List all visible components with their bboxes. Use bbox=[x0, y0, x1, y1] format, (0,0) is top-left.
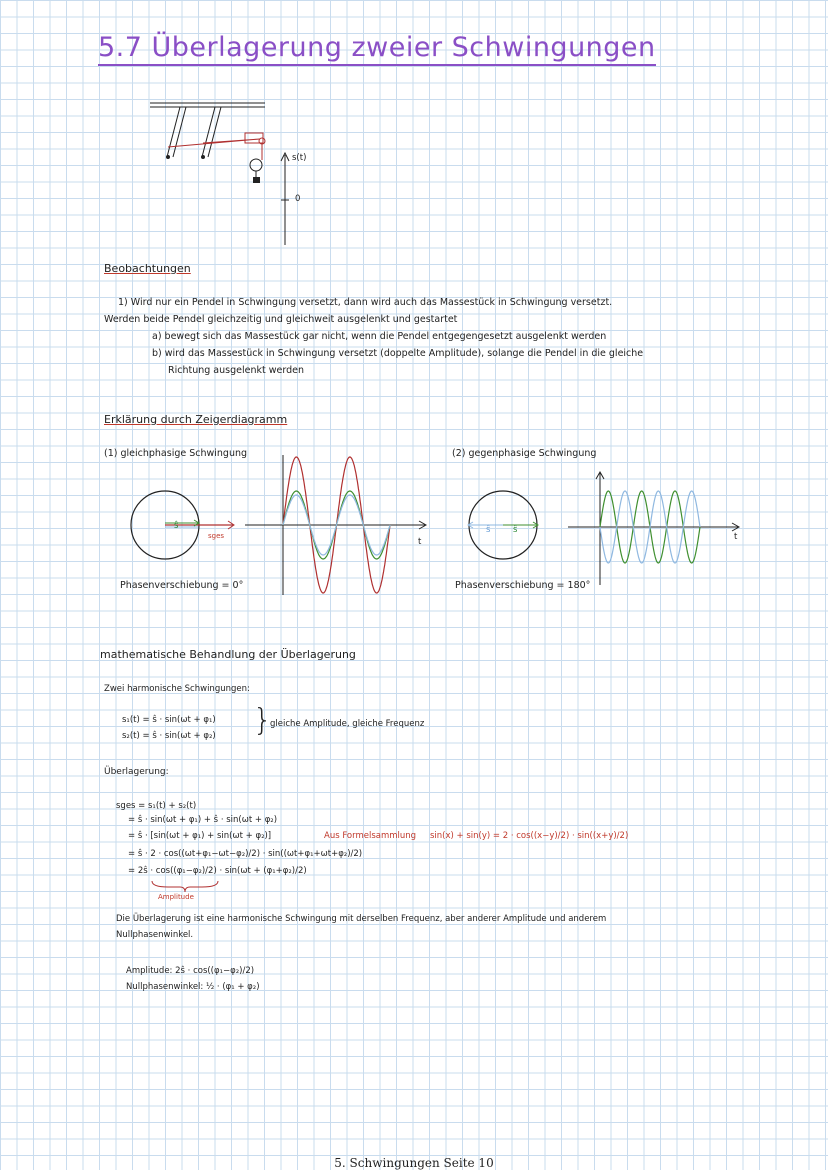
in-phase-phasor-diagram bbox=[128, 490, 243, 565]
observation-line-1: 1) Wird nur ein Pendel in Schwingung versetzt, dann wird auch das Massestück in Schwingung versetzt. bbox=[118, 297, 613, 308]
t-axis-label-left: t bbox=[418, 537, 422, 547]
sges-label: sges bbox=[208, 532, 225, 540]
phasor-amplitude-label: ŝ bbox=[174, 521, 179, 531]
s-of-t-label: s(t) bbox=[292, 153, 307, 163]
brace-note: gleiche Amplitude, gleiche Frequenz bbox=[270, 719, 425, 729]
observation-line-2: Werden beide Pendel gleichzeitig und gleichweit ausgelenkt und gestartet bbox=[104, 314, 458, 325]
formula: sin(x) + sin(y) = 2 · cos((x−y)/2) · sin((x+y)/2) bbox=[430, 831, 629, 841]
page-title: 5.7 Überlagerung zweier Schwingungen bbox=[98, 32, 656, 66]
step-1: sges = s₁(t) + s₂(t) bbox=[116, 801, 197, 811]
math-intro: Zwei harmonische Schwingungen: bbox=[104, 684, 250, 694]
equation-s1: s₁(t) = ŝ · sin(ωt + φ₁) bbox=[122, 715, 216, 725]
zero-label: 0 bbox=[295, 194, 301, 204]
page-footer: 5. Schwingungen Seite 10 bbox=[334, 1156, 494, 1170]
phase-result: Nullphasenwinkel: ½ · (φ₁ + φ₂) bbox=[126, 982, 260, 992]
amplitude-note: Amplitude bbox=[158, 893, 194, 901]
in-phase-label: (1) gleichphasige Schwingung bbox=[104, 448, 248, 459]
superposition-label: Überlagerung: bbox=[104, 767, 169, 777]
step-5: = 2ŝ · cos((φ₁−φ₂)/2) · sin(ωt + (φ₁+φ₂)/2) bbox=[128, 866, 307, 876]
anti-phase-phasor-diagram bbox=[465, 490, 550, 565]
step-2: = ŝ · sin(ωt + φ₁) + ŝ · sin(ωt + φ₂) bbox=[128, 815, 278, 825]
observations-heading: Beobachtungen bbox=[104, 262, 191, 275]
formula-note: Aus Formelsammlung bbox=[324, 831, 417, 841]
equation-s2: s₂(t) = ŝ · sin(ωt + φ₂) bbox=[122, 731, 216, 741]
observation-line-3: a) bewegt sich das Massestück gar nicht, wenn die Pendel entgegengesetzt ausgelenkt werden bbox=[152, 331, 607, 342]
observation-line-5: Richtung ausgelenkt werden bbox=[168, 365, 304, 376]
explanation-heading: Erklärung durch Zeigerdiagramm bbox=[104, 413, 288, 426]
pendulum-setup-drawing bbox=[150, 95, 320, 245]
conclusion-line-2: Nullphasenwinkel. bbox=[116, 930, 194, 940]
t-axis-label-right: t bbox=[734, 532, 738, 542]
curly-brace: } bbox=[253, 703, 273, 738]
observation-line-4: b) wird das Massestück in Schwingung versetzt (doppelte Amplitude), solange die Pendel in die gleiche bbox=[152, 348, 644, 359]
conclusion-line-1: Die Überlagerung ist eine harmonische Schwingung mit derselben Frequenz, aber anderer Amplitude und anderem bbox=[116, 914, 607, 924]
in-phase-wave-graph bbox=[245, 450, 430, 600]
math-heading: mathematische Behandlung der Überlagerung bbox=[100, 648, 356, 661]
anti-phase-wave-graph bbox=[568, 470, 743, 590]
phasor-amplitude-label-green: ŝ bbox=[513, 525, 518, 535]
anti-phase-shift-label: Phasenverschiebung = 180° bbox=[455, 580, 591, 591]
anti-phase-label: (2) gegenphasige Schwingung bbox=[452, 448, 597, 459]
step-3: = ŝ · [sin(ωt + φ₁) + sin(ωt + φ₂)] bbox=[128, 831, 272, 841]
in-phase-shift-label: Phasenverschiebung = 0° bbox=[120, 580, 244, 591]
amplitude-brace bbox=[150, 879, 220, 893]
step-4: = ŝ · 2 · cos((ωt+φ₁−ωt−φ₂)/2) · sin((ωt+φ₁+ωt+φ₂)/2) bbox=[128, 849, 363, 859]
amplitude-result: Amplitude: 2ŝ · cos((φ₁−φ₂)/2) bbox=[126, 966, 255, 976]
phasor-amplitude-label-blue: ŝ bbox=[486, 525, 491, 535]
